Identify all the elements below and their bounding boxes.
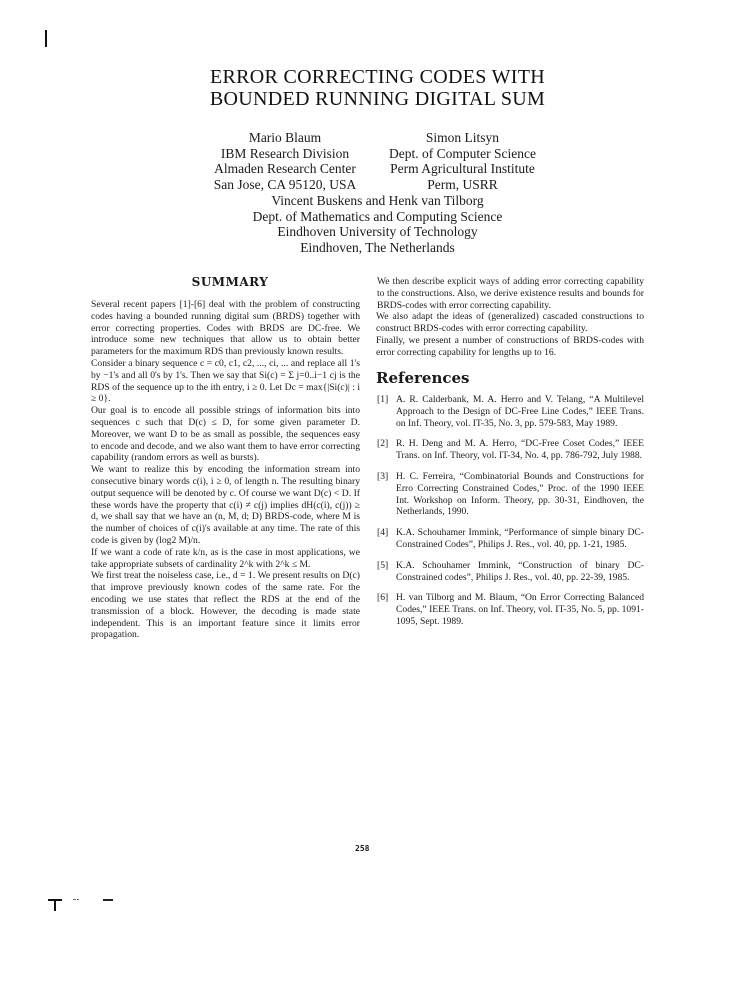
reference-number: [2] (377, 438, 389, 450)
summary-paragraph: Consider a binary sequence c = c0, c1, c2, ..., ci, ... and replace all 1's by −1's and all 0's by 1's. Then we say that Si(c) = Σ j=0..i−1 cj is the RDS of the sequence up to the ith entry, i ≥ 0. Let Dc = max{|Si(c)| : i ≥ 0}. (91, 357, 360, 405)
summary-paragraph: Finally, we present a number of constructions of BRDS-codes with error correcting capability for lengths up to 16. (376, 334, 644, 358)
scan-artifact (103, 899, 113, 901)
reference-text: H. van Tilborg and M. Blaum, “On Error Correcting Balanced Codes,” IEEE Trans. on Inf. Theory, vol. IT-35, No. 5, pp. 1091-1095, Sept. 1989. (396, 592, 644, 627)
scan-artifact (73, 899, 76, 900)
summary-column-left (91, 299, 360, 641)
reference-text: K.A. Schouhamer Immink, “Construction of binary DC-Constrained codes”, Philips J. Res., vol. 40, pp. 22-39, 1985. (396, 559, 644, 583)
paper-title (150, 66, 605, 110)
joint-author-address: Eindhoven, The Netherlands (300, 239, 455, 255)
author-affiliation: Dept. of Computer Science (389, 145, 536, 161)
author-address: Perm, USRR (427, 176, 498, 192)
reference-number: [3] (377, 470, 389, 482)
author-name: Mario Blaum (248, 130, 322, 145)
title-line-1: ERROR CORRECTING CODES WITH (210, 66, 545, 88)
reference-item (377, 394, 644, 429)
reference-text: R. H. Deng and M. A. Herro, “DC-Free Coset Codes,” IEEE Trans. on Inf. Theory, vol. IT-34, No. 4, pp. 786-792, July 1988. (396, 438, 644, 462)
reference-text: H. C. Ferreira, “Combinatorial Bounds and Constructions for Erro Correcting Constrained Codes,” Proc. of the 1990 IEEE Int. Workshop on Inform. Theory, pp. 30-31, Eindhoven, the Netherlands, 1990. (396, 470, 644, 518)
author-affiliation: Perm Agricultural Institute (390, 161, 535, 176)
scan-artifact (77, 899, 79, 900)
summary-paragraph: If we want a code of rate k/n, as is the case in most applications, we take appropriate subsets of cardinality 2^k with 2^k ≤ M. (91, 546, 360, 570)
reference-item (377, 560, 644, 584)
joint-author-dept: Dept. of Mathematics and Computing Science (252, 208, 503, 224)
reference-number: [4] (377, 527, 389, 539)
author-affiliation: Almaden Research Center (214, 161, 356, 176)
summary-paragraph: Several recent papers [1]-[6] deal with the problem of constructing codes having a bounded running digital sum (BRDS) together with error correcting properties. Codes with BRDS are DC-free. We introduce some new techniques that allow us to obtain better parameters for the maximum RDS than previously known results. (91, 299, 360, 358)
reference-text: A. R. Calderbank, M. A. Herro and V. Telang, “A Multilevel Approach to the Design of DC-Free Line Codes,” IEEE Trans. on Inf. Theory, vol. IT-35, No. 3, pp. 579-583, May 1989. (396, 394, 644, 429)
reference-list (377, 394, 644, 637)
joint-author-names: Vincent Buskens and Henk van Tilborg (271, 193, 484, 208)
joint-author-university: Eindhoven University of Technology (277, 224, 478, 239)
reference-number: [5] (377, 559, 389, 571)
summary-paragraph: Our goal is to encode all possible strings of information bits into sequences c such that D(c) ≤ D, for some given parameter D. Moreover, we want D to be as small as possible, the sequences easy to encode and decode, and we also want them to have error correcting capability (random errors as well as bursts). (91, 405, 360, 464)
author-1 (205, 130, 365, 192)
summary-heading: SUMMARY (191, 275, 269, 289)
author-address: San Jose, CA 95120, USA (213, 176, 357, 192)
reference-item (377, 438, 644, 462)
summary-paragraph: We also adapt the ideas of (generalized) cascaded constructions to construct BRDS-codes with error correcting capability. (376, 311, 644, 335)
joint-author-block (150, 193, 605, 255)
author-name: Simon Litsyn (425, 130, 500, 145)
summary-paragraph: We first treat the noiseless case, i.e., d = 1. We present results on D(c) that improve previously known codes of the same rate. For the encoding we use states that reflect the RDS at the end of the transmission of a block. However, the decoding is made state independent. This is an important feature since it limits error propagation. (91, 570, 360, 641)
author-affiliation: IBM Research Division (220, 145, 350, 161)
reference-item (377, 527, 644, 551)
reference-item (377, 471, 644, 518)
title-line-2: BOUNDED RUNNING DIGITAL SUM (209, 88, 546, 110)
scan-crop-mark-bottom (48, 899, 62, 901)
reference-number: [1] (377, 394, 389, 405)
reference-item (377, 592, 644, 627)
reference-text: K.A. Schouhamer Immink, “Performance of simple binary DC-Constrained Codes”, Philips J. Res., vol. 40, pp. 1-21, 1985. (396, 527, 644, 550)
scan-crop-mark-top (45, 30, 47, 47)
references-heading: References (376, 369, 470, 387)
summary-paragraph: We want to realize this by encoding the information stream into consecutive binary words c(i), i ≥ 0, of length n. The resulting binary output sequence will be denoted by c. Of course we want D(c) < D. If these words have the property that c(i) ≠ c(j) implies dH(c(i), c(j)) ≥ d, we shall say that we have an (n, M, d; D) BRDS-code, where M is the number of choices of c(i)'s available at any time. The rate of this code is given by (log2 M)/n. (91, 464, 360, 546)
summary-column-right (376, 276, 644, 359)
page-number: 258 (355, 844, 370, 853)
summary-paragraph: We then describe explicit ways of adding error correcting capability to the constructions. Also, we derive existence results and bounds for BRDS-codes with error correcting capability. (377, 276, 644, 311)
author-2 (375, 130, 550, 192)
reference-number: [6] (377, 592, 389, 604)
